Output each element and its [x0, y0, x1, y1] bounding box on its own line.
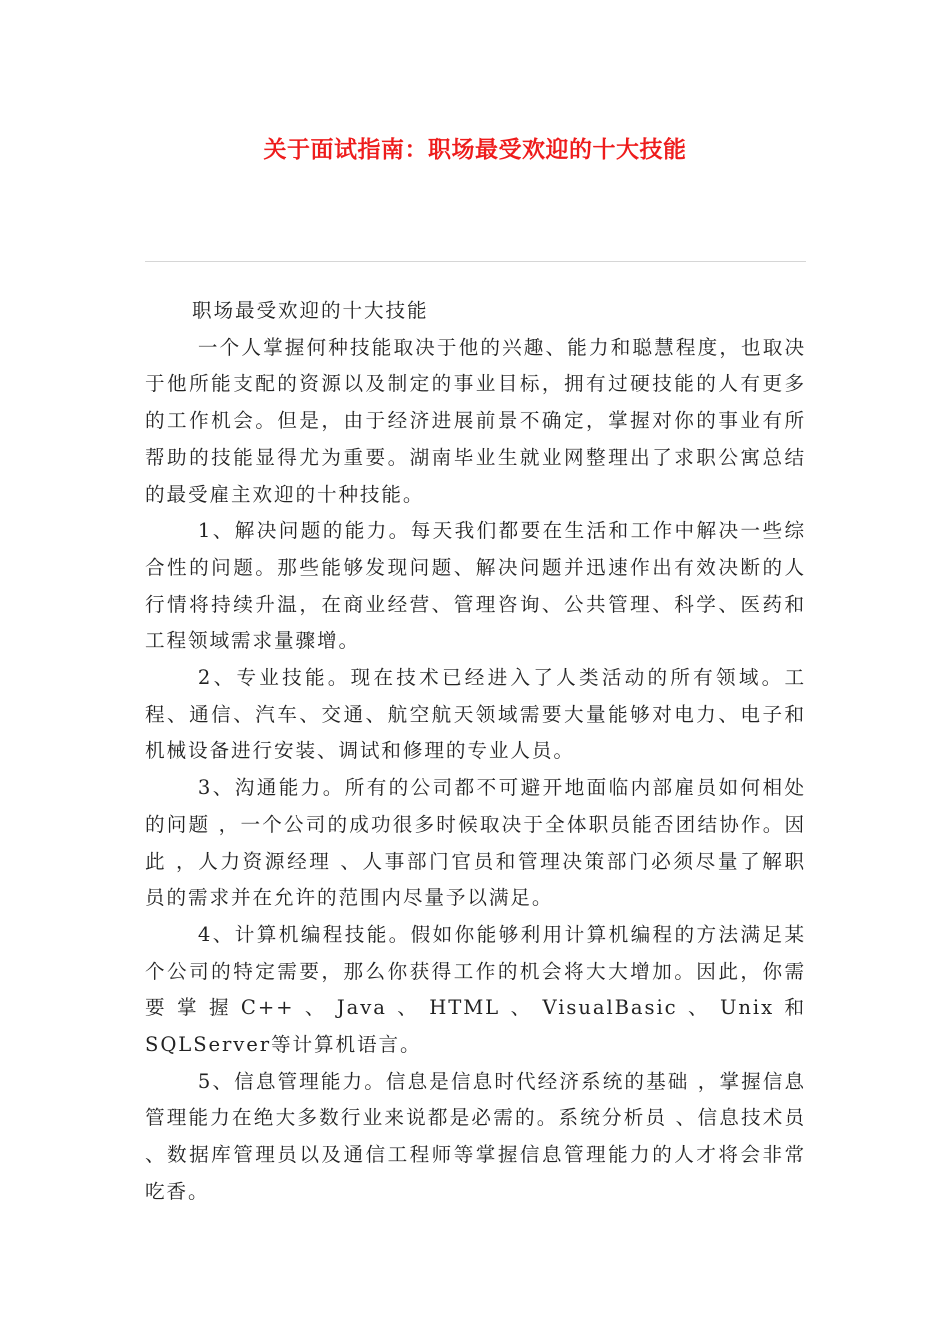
- document-title: 关于面试指南：职场最受欢迎的十大技能: [263, 137, 687, 163]
- skill-paragraph-4: 4、计算机编程技能。假如你能够利用计算机编程的方法满足某个公司的特定需要，那么你获得工作的机会将大大增加。因此，你需要掌握C++、Java、HTML、VisualBasic、Unix和SQLServer等计算机语言。: [145, 922, 806, 1057]
- document-body: [145, 293, 806, 1211]
- section-heading: 职场最受欢迎的十大技能: [192, 299, 429, 322]
- skill-paragraph-1: 1、解决问题的能力。每天我们都要在生活和工作中解决一些综合性的问题。那些能够发现问题、解决问题并迅速作出有效决断的人行情将持续升温，在商业经营、管理咨询、公共管理、科学、医药和工程领域需求量骤增。: [145, 519, 806, 653]
- intro-paragraph: 一个人掌握何种技能取决于他的兴趣、能力和聪慧程度，也取决于他所能支配的资源以及制定的事业目标，拥有过硬技能的人有更多的工作机会。但是，由于经济进展前景不确定，掌握对你的事业有所帮助的技能显得尤为重要。湖南毕业生就业网整理出了求职公寓总结的最受雇主欢迎的十种技能。: [145, 335, 806, 506]
- skill-paragraph-5: 5、信息管理能力。信息是信息时代经济系统的基础 ，掌握信息管理能力在绝大多数行业来说都是必需的。系统分析员 、信息技术员 、数据库管理员以及通信工程师等掌握信息管理能力的人才将会非常吃香。: [145, 1069, 806, 1203]
- title-divider: [145, 261, 806, 262]
- skill-paragraph-3: 3、沟通能力。所有的公司都不可避开地面临内部雇员如何相处的问题 ，一个公司的成功很多时候取决于全体职员能否团结协作。因此 ，人力资源经理 、人事部门官员和管理决策部门必须尽量了解职员的需求并在允许的范围内尽量予以满足。: [145, 776, 806, 910]
- skill-paragraph-2: 2、专业技能。现在技术已经进入了人类活动的所有领域。工程、通信、汽车、交通、航空航天领域需要大量能够对电力、电子和机械设备进行安装、调试和修理的专业人员。: [145, 666, 806, 763]
